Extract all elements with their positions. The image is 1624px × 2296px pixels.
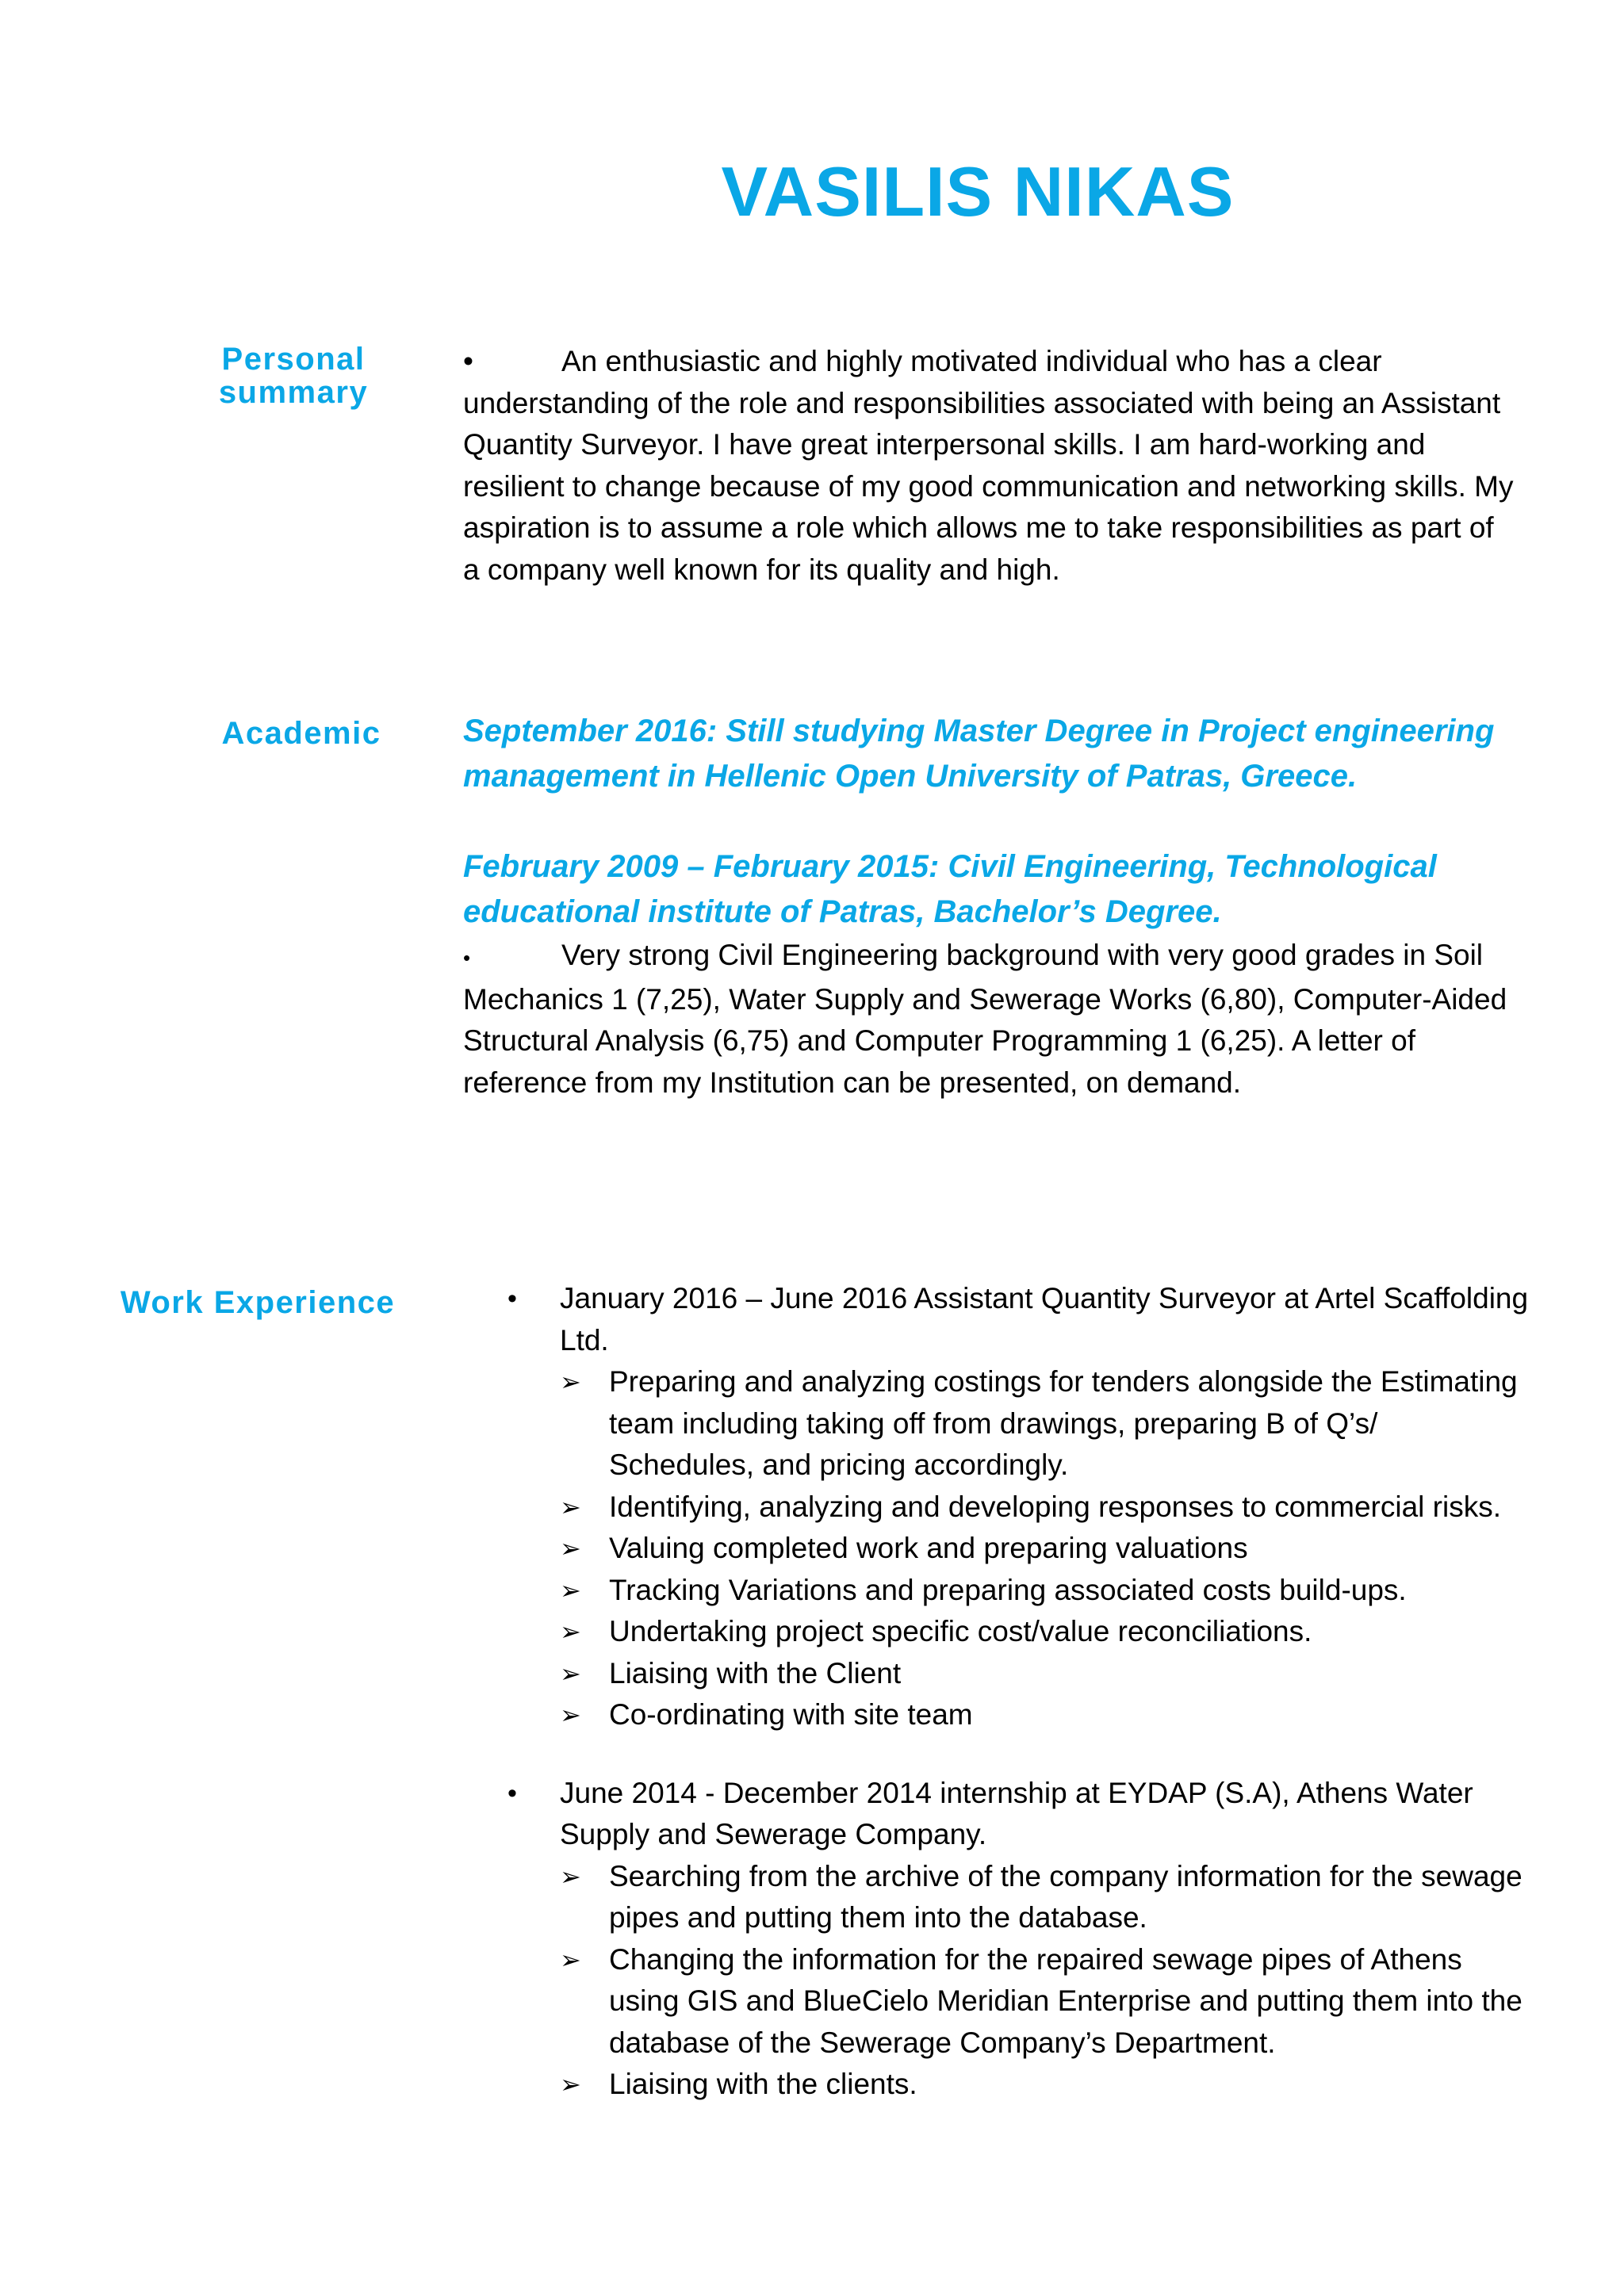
duty-text: Undertaking project specific cost/value reconciliations. [609,1615,1312,1647]
job-duties-list [560,1856,1530,2106]
duty-text: Changing the information for the repaired sewage pipes of Athens using GIS and BlueCielo Meridian Enterprise and putting them into the database of the Sewerage Company’s Department. [609,1942,1522,2059]
academic-bullet: • [463,946,471,970]
job-bullet: • [508,1284,517,1314]
duty-item [560,1611,1530,1653]
arrow-bullet-icon: ➢ [560,2070,581,2099]
duty-item [560,1856,1530,1939]
arrow-bullet-icon: ➢ [560,1945,581,1974]
arrow-bullet-icon: ➢ [560,1862,581,1891]
academic-description-text: Very strong Civil Engineering background with very good grades in Soil Mechanics 1 (7,25), Water Supply and Sewerage Works (6,80), Computer-Aided Structural Analysis (6,75) and Computer Programming 1 (6,25). A letter of reference from my Institution can be presented, on demand. [463,939,1507,1099]
academic-heading: Academic [221,716,381,751]
duty-text: Identifying, analyzing and developing responses to commercial risks. [609,1490,1501,1523]
duty-text: Liaising with the Client [609,1656,902,1689]
academic-description [463,935,1518,1104]
job-duties-list [560,1361,1530,1736]
candidate-name: VASILIS NIKAS [721,152,1235,231]
duty-item [560,1487,1530,1529]
duty-item [560,2064,1530,2106]
work-experience-heading: Work Experience [120,1285,396,1320]
arrow-bullet-icon: ➢ [560,1617,581,1646]
arrow-bullet-icon: ➢ [560,1534,581,1563]
job-entry [508,1773,1530,2106]
summary-paragraph: An enthusiastic and highly motivated individual who has a clear understanding of the role and responsibilities associated with being an Assistant Quantity Surveyor. I have great interpersonal skills. I am hard-working and resilient to change because of my good communication and networking skills. My aspiration is to assume a role which allows me to take responsibilities as part of a company well known for its quality and high. [463,345,1514,586]
personal-summary-heading-line1: Personal [221,342,366,377]
personal-summary-heading [198,342,389,409]
arrow-bullet-icon: ➢ [560,1368,581,1396]
job-bullet: • [508,1777,517,1808]
academic-spacer [463,799,1518,844]
duty-item [560,1653,1530,1695]
work-experience-section [508,1278,1530,2106]
summary-bullet: • [463,345,473,377]
academic-entry-masters: September 2016: Still studying Master Degree in Project engineering management in Hellenic Open University of Patras, Greece. [463,714,1495,794]
duty-item [560,1361,1530,1487]
duty-item [560,1570,1530,1612]
arrow-bullet-icon: ➢ [560,1492,581,1521]
duty-text: Preparing and analyzing costings for tenders alongside the Estimating team including taking off from drawings, preparing B of Q’s/ Schedules, and pricing accordingly. [609,1365,1518,1481]
personal-summary-heading-line2: summary [218,375,369,410]
duty-text: Searching from the archive of the company information for the sewage pipes and putting them into the database. [609,1859,1522,1934]
job-title: June 2014 - December 2014 internship at EYDAP (S.A), Athens Water Supply and Sewerage Company. [560,1776,1473,1850]
personal-summary-text-block [463,341,1518,591]
academic-section [463,709,1518,1104]
duty-item [560,1694,1530,1736]
duty-text: Valuing completed work and preparing valuations [609,1532,1248,1564]
job-title: January 2016 – June 2016 Assistant Quantity Surveyor at Artel Scaffolding Ltd. [560,1282,1529,1357]
duty-text: Co-ordinating with site team [609,1698,973,1731]
job-spacer [508,1736,1530,1773]
academic-entry-bachelors: February 2009 – February 2015: Civil Engineering, Technological educational institute of Patras, Bachelor’s Degree. [463,849,1437,929]
arrow-bullet-icon: ➢ [560,1659,581,1688]
duty-text: Tracking Variations and preparing associated costs build-ups. [609,1573,1407,1606]
arrow-bullet-icon: ➢ [560,1701,581,1729]
duty-text: Liaising with the clients. [609,2068,917,2100]
duty-item [560,1939,1530,2064]
arrow-bullet-icon: ➢ [560,1575,581,1605]
duty-item [560,1528,1530,1570]
job-entry [508,1278,1530,1736]
